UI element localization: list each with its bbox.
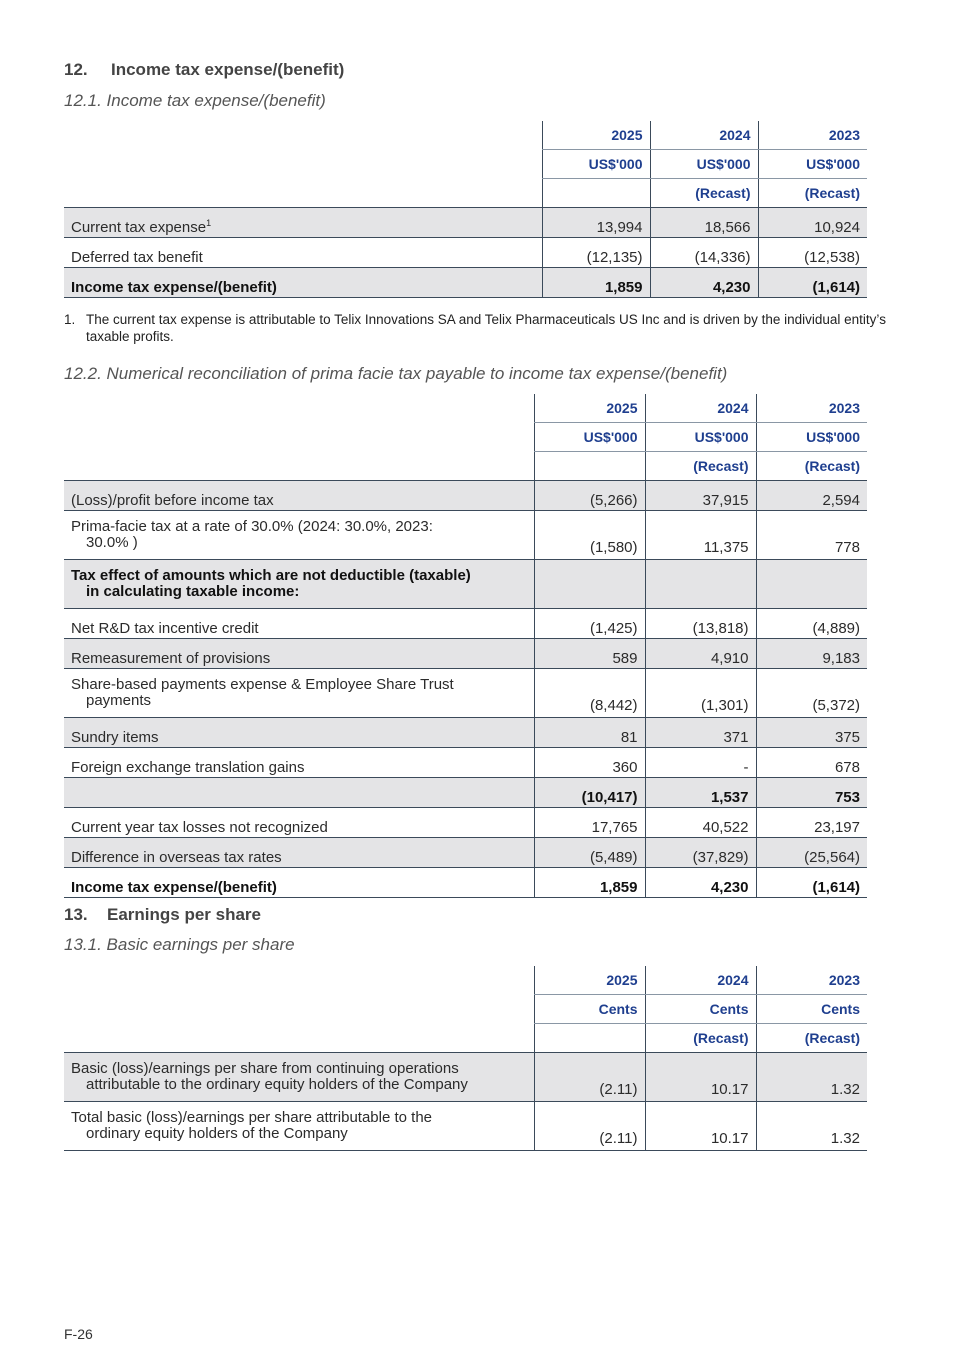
table-row [64, 1053, 867, 1102]
table-header-recast [64, 179, 867, 208]
tax-reconciliation-table [64, 394, 867, 898]
row-label: Income tax expense/(benefit) [64, 268, 542, 298]
cell: 589 [534, 639, 645, 669]
year-2025: 2025 [534, 394, 645, 423]
unit-label: US$'000 [756, 423, 867, 452]
cell [645, 560, 756, 609]
cell: 23,197 [756, 808, 867, 838]
cell: 4,230 [650, 268, 758, 298]
table-row [64, 208, 867, 238]
cell: (1,301) [645, 669, 756, 718]
cell: 17,765 [534, 808, 645, 838]
note-13-number: 13. [64, 905, 88, 924]
recast-label: (Recast) [650, 179, 758, 208]
cell: 1.32 [756, 1053, 867, 1102]
year-2025: 2025 [534, 966, 645, 995]
table-header-units [64, 150, 867, 179]
cell: (5,266) [534, 481, 645, 511]
cell: (37,829) [645, 838, 756, 868]
table-header-years [64, 966, 867, 995]
table-header-years [64, 121, 867, 150]
cell [534, 560, 645, 609]
table-row-total [64, 868, 867, 898]
recast-label [542, 179, 650, 208]
cell: (1,425) [534, 609, 645, 639]
table-row [64, 609, 867, 639]
row-label [64, 1102, 534, 1151]
table-row [64, 238, 867, 268]
year-2023: 2023 [756, 394, 867, 423]
row-label-text: Current tax expense [71, 219, 207, 236]
cell: (1,614) [758, 268, 867, 298]
unit-label: US$'000 [534, 423, 645, 452]
table-header-units [64, 423, 867, 452]
year-2024: 2024 [645, 966, 756, 995]
table-header-years [64, 394, 867, 423]
row-label-line: ordinary equity holders of the Company [86, 1125, 348, 1142]
table-row [64, 808, 867, 838]
row-label: Current year tax losses not recognized [64, 808, 534, 838]
unit-label: US$'000 [645, 423, 756, 452]
unit-label: Cents [645, 995, 756, 1024]
recast-label: (Recast) [645, 452, 756, 481]
table-row-total [64, 268, 867, 298]
cell: 9,183 [756, 639, 867, 669]
cell: 13,994 [542, 208, 650, 238]
footnote-ref: 1 [206, 218, 212, 228]
cell: 1.32 [756, 1102, 867, 1151]
year-2024: 2024 [645, 394, 756, 423]
cell: (12,135) [542, 238, 650, 268]
table-row [64, 838, 867, 868]
cell: (10,417) [534, 778, 645, 808]
row-label: Net R&D tax incentive credit [64, 609, 534, 639]
unit-label: US$'000 [650, 150, 758, 179]
unit-label: US$'000 [758, 150, 867, 179]
row-label-line: Share-based payments expense & Employee Share Trust [71, 676, 454, 693]
row-label [64, 560, 534, 609]
cell: 678 [756, 748, 867, 778]
recast-label [534, 452, 645, 481]
cell: (5,372) [756, 669, 867, 718]
cell: (14,336) [650, 238, 758, 268]
note-12-2-title: 12.2. Numerical reconciliation of prima facie tax payable to income tax expense/(benefit) [64, 364, 728, 383]
row-label: Foreign exchange translation gains [64, 748, 534, 778]
footnote-number: 1. [64, 312, 76, 327]
cell: 375 [756, 718, 867, 748]
cell: 778 [756, 511, 867, 560]
recast-label: (Recast) [758, 179, 867, 208]
row-label [64, 511, 534, 560]
cell: (8,442) [534, 669, 645, 718]
cell: (25,564) [756, 838, 867, 868]
table-row-section-header [64, 560, 867, 609]
footnote [64, 311, 894, 345]
row-label: Difference in overseas tax rates [64, 838, 534, 868]
row-label [64, 208, 542, 238]
row-label-line: Total basic (loss)/earnings per share attributable to the [71, 1109, 433, 1126]
eps-table [64, 966, 867, 1151]
row-label-line: attributable to the ordinary equity holders of the Company [86, 1076, 468, 1093]
note-12-heading [64, 60, 344, 80]
cell: (1,580) [534, 511, 645, 560]
cell: 371 [645, 718, 756, 748]
cell: 4,230 [645, 868, 756, 898]
cell: (12,538) [758, 238, 867, 268]
year-2023: 2023 [756, 966, 867, 995]
cell: 1,537 [645, 778, 756, 808]
table-header-recast [64, 452, 867, 481]
recast-label: (Recast) [645, 1024, 756, 1053]
table-row [64, 718, 867, 748]
row-label-line: Prima-facie tax at a rate of 30.0% (2024: 30.0%, 2023: [71, 518, 433, 535]
note-13-1-title: 13.1. Basic earnings per share [64, 935, 295, 954]
cell: - [645, 748, 756, 778]
row-label: Deferred tax benefit [64, 238, 542, 268]
row-label-line: in calculating taxable income: [86, 583, 300, 600]
table-row [64, 511, 867, 560]
cell: 2,594 [756, 481, 867, 511]
unit-label: US$'000 [542, 150, 650, 179]
income-tax-table [64, 121, 867, 298]
unit-label: Cents [756, 995, 867, 1024]
note-13-title: Earnings per share [107, 905, 262, 924]
cell: 81 [534, 718, 645, 748]
cell: 10.17 [645, 1102, 756, 1151]
table-row-subtotal [64, 778, 867, 808]
cell: (13,818) [645, 609, 756, 639]
row-label: Remeasurement of provisions [64, 639, 534, 669]
row-label [64, 1053, 534, 1102]
cell: 10.17 [645, 1053, 756, 1102]
cell: (5,489) [534, 838, 645, 868]
row-label: (Loss)/profit before income tax [64, 481, 534, 511]
cell: 10,924 [758, 208, 867, 238]
cell: (4,889) [756, 609, 867, 639]
cell: 1,859 [542, 268, 650, 298]
cell: (1,614) [756, 868, 867, 898]
recast-label: (Recast) [756, 452, 867, 481]
cell: 18,566 [650, 208, 758, 238]
cell: 1,859 [534, 868, 645, 898]
recast-label: (Recast) [756, 1024, 867, 1053]
note-12-number: 12. [64, 60, 88, 79]
recast-label [534, 1024, 645, 1053]
table-header-units [64, 995, 867, 1024]
unit-label: Cents [534, 995, 645, 1024]
cell: 4,910 [645, 639, 756, 669]
footnote-text: The current tax expense is attributable to Telix Innovations SA and Telix Pharmaceuticals US Inc and is driven by the individual entity’s taxable profits. [86, 312, 886, 344]
table-header-recast [64, 1024, 867, 1053]
cell [756, 560, 867, 609]
row-label-line: Basic (loss)/earnings per share from continuing operations [71, 1060, 459, 1077]
note-12-title: Income tax expense/(benefit) [111, 60, 345, 79]
cell: (2.11) [534, 1053, 645, 1102]
row-label-line: payments [86, 692, 152, 709]
table-row [64, 669, 867, 718]
note-12-1-title: 12.1. Income tax expense/(benefit) [64, 91, 326, 110]
row-label [64, 669, 534, 718]
row-label: Sundry items [64, 718, 534, 748]
table-row [64, 481, 867, 511]
cell: 753 [756, 778, 867, 808]
row-label-line: 30.0% ) [86, 534, 138, 551]
note-13-heading [64, 905, 261, 925]
cell: 360 [534, 748, 645, 778]
table-row [64, 748, 867, 778]
year-2025: 2025 [542, 121, 650, 150]
cell: (2.11) [534, 1102, 645, 1151]
cell: 37,915 [645, 481, 756, 511]
table-row [64, 1102, 867, 1151]
cell: 40,522 [645, 808, 756, 838]
row-label-line: Tax effect of amounts which are not deductible (taxable) [71, 567, 471, 584]
row-label [64, 778, 534, 808]
row-label: Income tax expense/(benefit) [64, 868, 534, 898]
table-row [64, 639, 867, 669]
year-2024: 2024 [650, 121, 758, 150]
page-number: F-26 [64, 1326, 93, 1342]
year-2023: 2023 [758, 121, 867, 150]
cell: 11,375 [645, 511, 756, 560]
